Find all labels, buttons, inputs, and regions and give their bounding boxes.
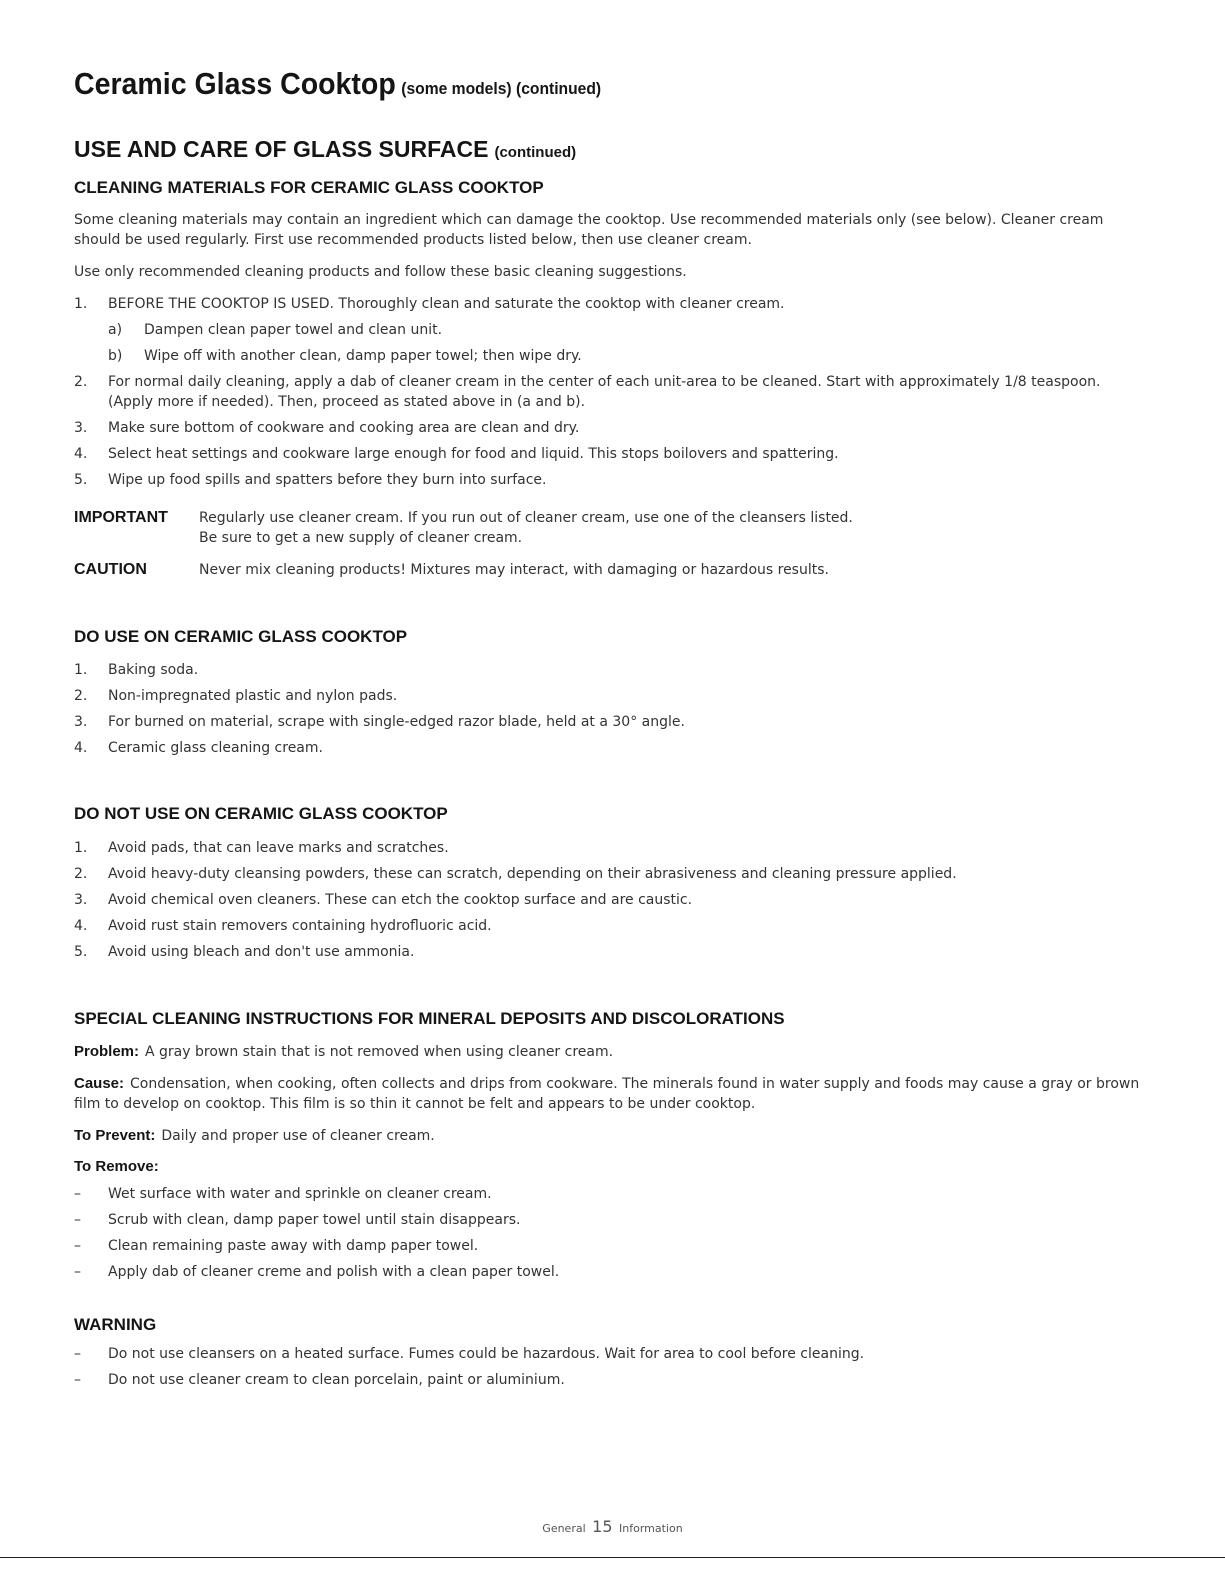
list-item (74, 346, 1154, 368)
list-item-text: Avoid rust stain removers containing hydrofluoric acid. (108, 918, 492, 934)
list-item-number: 2. (74, 866, 88, 882)
caution-text: Never mix cleaning products! Mixtures may interact, with damaging or hazardous results. (199, 562, 829, 578)
list-item (74, 864, 1154, 886)
important-note (74, 508, 1154, 550)
important-label: IMPORTANT (74, 509, 168, 526)
list-item-text: Clean remaining paste away with damp paper towel. (108, 1238, 479, 1254)
list-item-bullet: – (74, 1212, 81, 1228)
list-item (74, 470, 1154, 492)
list-item-number: 4. (74, 446, 88, 462)
list-item (74, 942, 1154, 964)
do-not-use-heading: DO NOT USE ON CERAMIC GLASS COOKTOP (74, 804, 448, 823)
page-footer (0, 1517, 1225, 1536)
section-title (74, 136, 576, 163)
important-line-1: Regularly use cleaner cream. If you run out of cleaner cream, use one of the cleansers listed. (199, 510, 853, 526)
footer-section-label-2: Information (619, 1522, 683, 1535)
list-item-number: 1. (74, 296, 88, 312)
list-item (74, 320, 1154, 342)
list-item-text: Wipe up food spills and spatters before they burn into surface. (108, 472, 547, 488)
list-item (74, 738, 1154, 760)
footer-section-label: General (542, 1522, 586, 1535)
warning-heading: WARNING (74, 1315, 157, 1334)
list-item-text: Avoid using bleach and don't use ammonia. (108, 944, 415, 960)
prevent-line (74, 1126, 1154, 1146)
list-item (74, 686, 1154, 708)
list-item-text: For burned on material, scrape with single-edged razor blade, held at a 30° angle. (108, 714, 685, 730)
list-item-bullet: – (74, 1372, 81, 1388)
do-use-heading: DO USE ON CERAMIC GLASS COOKTOP (74, 627, 408, 646)
list-item-text: Do not use cleansers on a heated surface. Fumes could be hazardous. Wait for area to cool before cleaning. (108, 1346, 865, 1362)
special-heading: SPECIAL CLEANING INSTRUCTIONS FOR MINERAL DEPOSITS AND DISCOLORATIONS (74, 1009, 785, 1028)
list-item-number: 1. (74, 840, 88, 856)
section-title-text: USE AND CARE OF GLASS SURFACE (74, 136, 489, 162)
list-item (74, 916, 1154, 938)
list-item-text: Do not use cleaner cream to clean porcelain, paint or aluminium. (108, 1372, 565, 1388)
section-title-subtitle: (continued) (494, 144, 577, 161)
list-item (74, 890, 1154, 912)
list-item (74, 372, 1154, 414)
list-item-text: Avoid pads, that can leave marks and scratches. (108, 840, 449, 856)
list-item-number: 4. (74, 918, 88, 934)
problem-text: A gray brown stain that is not removed when using cleaner cream. (145, 1044, 614, 1060)
list-item-number: 5. (74, 944, 88, 960)
prevent-label: To Prevent: (74, 1127, 156, 1144)
page-title-subtitle: (some models) (continued) (401, 79, 602, 98)
cause-label: Cause: (74, 1075, 125, 1092)
list-item-text: Wipe off with another clean, damp paper towel; then wipe dry. (144, 348, 582, 364)
list-item-number: 2. (74, 374, 88, 390)
list-item-text: Apply dab of cleaner creme and polish with a clean paper towel. (108, 1264, 560, 1280)
list-item-number: 3. (74, 420, 88, 436)
problem-line (74, 1042, 1154, 1062)
page-number: 15 (592, 1517, 613, 1536)
list-item-bullet: – (74, 1238, 81, 1254)
list-item-text: BEFORE THE COOKTOP IS USED. Thoroughly clean and saturate the cooktop with cleaner cream. (108, 296, 785, 312)
list-item-text: Avoid heavy-duty cleansing powders, these can scratch, depending on their abrasiveness and cleaning pressure applied. (108, 866, 957, 882)
list-item-bullet: – (74, 1346, 81, 1362)
page-title-text: Ceramic Glass Cooktop (74, 66, 396, 101)
list-item (74, 660, 1154, 682)
list-item-text: Avoid chemical oven cleaners. These can etch the cooktop surface and are caustic. (108, 892, 693, 908)
caution-note (74, 560, 1154, 582)
list-item (74, 1370, 1154, 1392)
materials-intro: Some cleaning materials may contain an ingredient which can damage the cooktop. Use recommended materials only (see below). Cleaner cream should be used regularly. First use recommended products listed below, then use cleaner cream. (74, 212, 1104, 248)
materials-heading: CLEANING MATERIALS FOR CERAMIC GLASS COOKTOP (74, 178, 544, 197)
problem-label: Problem: (74, 1043, 140, 1060)
list-item-bullet: – (74, 1264, 81, 1280)
list-item-text: Baking soda. (108, 662, 199, 678)
list-item (74, 1210, 1154, 1232)
list-item-number: 4. (74, 740, 88, 756)
list-item-text: Dampen clean paper towel and clean unit. (144, 322, 443, 338)
caution-label: CAUTION (74, 561, 147, 578)
list-item (74, 1344, 1154, 1366)
remove-label: To Remove: (74, 1158, 159, 1175)
prevent-text: Daily and proper use of cleaner cream. (161, 1128, 435, 1144)
list-item-text: Ceramic glass cleaning cream. (108, 740, 323, 756)
list-item-number: 3. (74, 714, 88, 730)
list-item-text: Select heat settings and cookware large enough for food and liquid. This stops boilovers and spattering. (108, 446, 839, 462)
list-item (74, 1184, 1154, 1206)
bottom-rule (0, 1557, 1225, 1558)
list-item-number: 1. (74, 662, 88, 678)
cause-text: Condensation, when cooking, often collects and drips from cookware. The minerals found in water supply and foods may cause a gray or brown film to develop on cooktop. This film is so thin it cannot be felt and appears to be under cooktop. (74, 1076, 1140, 1112)
list-item-number: b) (108, 348, 123, 364)
list-item (74, 1236, 1154, 1258)
materials-intro-2: Use only recommended cleaning products and follow these basic cleaning suggestions. (74, 264, 687, 280)
important-text (199, 508, 1149, 548)
cause-line (74, 1074, 1154, 1114)
list-item-text: Wet surface with water and sprinkle on cleaner cream. (108, 1186, 492, 1202)
list-item-text: Scrub with clean, damp paper towel until stain disappears. (108, 1212, 521, 1228)
list-item (74, 712, 1154, 734)
list-item (74, 444, 1154, 466)
list-item-text: For normal daily cleaning, apply a dab of cleaner cream in the center of each unit-area to be cleaned. Start with approximately 1/8 teaspoon. (Apply more if needed). Then, proceed as stated above in (a and b). (108, 374, 1101, 410)
list-item-text: Non-impregnated plastic and nylon pads. (108, 688, 398, 704)
list-item (74, 1262, 1154, 1284)
list-item-number: 2. (74, 688, 88, 704)
list-item-bullet: – (74, 1186, 81, 1202)
important-line-2: Be sure to get a new supply of cleaner cream. (199, 530, 523, 546)
list-item (74, 838, 1154, 860)
list-item-text: Make sure bottom of cookware and cooking area are clean and dry. (108, 420, 580, 436)
list-item (74, 294, 1154, 316)
list-item-number: 5. (74, 472, 88, 488)
remove-line (74, 1157, 1154, 1177)
list-item-number: a) (108, 322, 123, 338)
list-item-number: 3. (74, 892, 88, 908)
list-item (74, 418, 1154, 440)
page-title (74, 66, 601, 102)
